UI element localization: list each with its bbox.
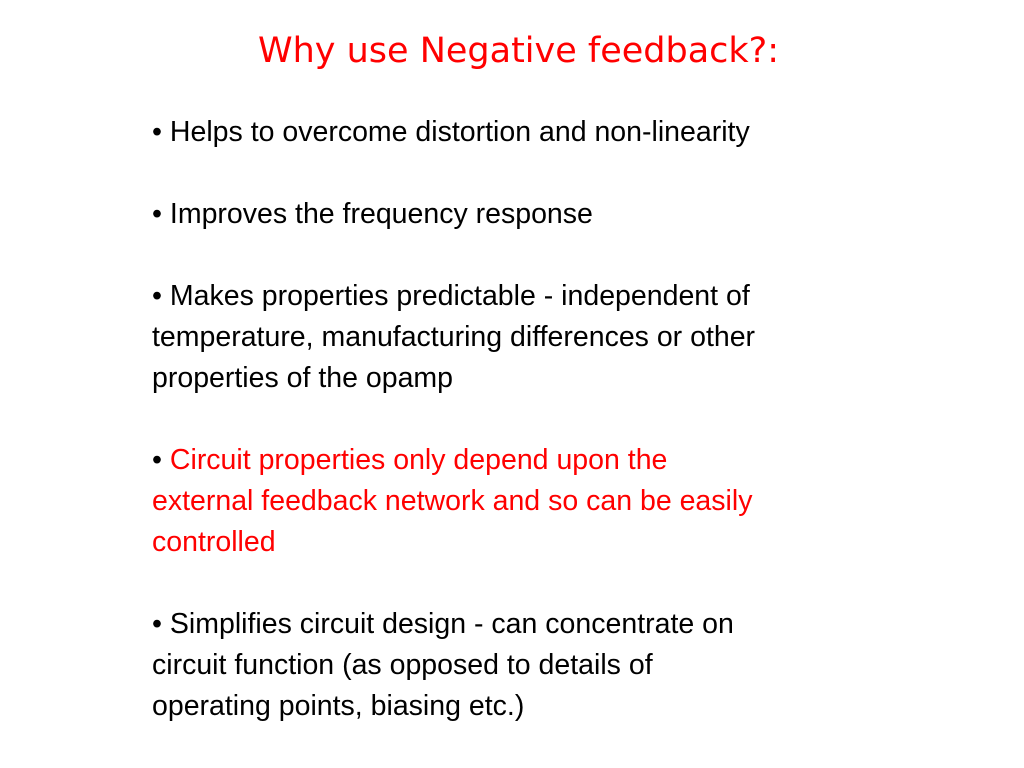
bullet-item (152, 276, 892, 399)
bullet-text: Helps to overcome distortion and non-linearity (169, 116, 750, 148)
bullet-text: Simplifies circuit design - can concentrate on circuit function (as opposed to details of operating points, biasing etc.) (152, 608, 734, 722)
bullet-text: Makes properties predictable - independent of temperature, manufacturing differences or other properties of the opamp (152, 280, 756, 394)
slide-title: Why use Negative feedback?: (258, 31, 780, 71)
bullet-item (152, 194, 892, 235)
bullet-icon: • (152, 608, 162, 640)
bullet-text: Improves the frequency response (169, 198, 593, 230)
bullet-icon: • (152, 116, 162, 148)
bullet-icon: • (152, 280, 162, 312)
bullet-item (152, 604, 892, 727)
bullet-icon: • (152, 198, 162, 230)
bullet-text-emphasis: Circuit properties only depend upon the external feedback network and so can be easily controlled (152, 444, 753, 558)
bullet-item (152, 112, 892, 153)
bullet-item (152, 440, 892, 563)
bullet-icon: • (152, 444, 162, 476)
bullet-list (152, 112, 892, 727)
